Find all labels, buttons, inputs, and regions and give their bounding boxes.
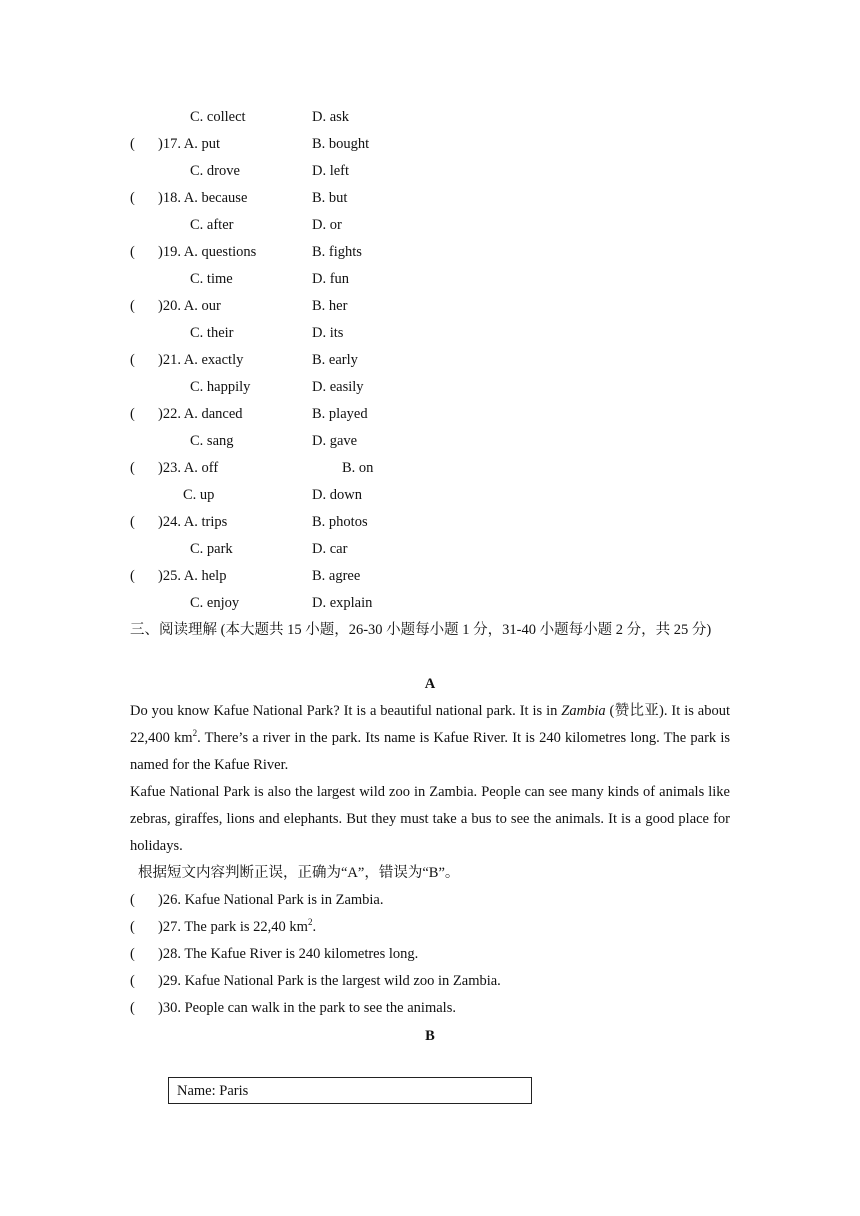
question-text: )27. The park is 22,40 km xyxy=(158,919,308,935)
option-c: C. enjoy xyxy=(190,595,240,611)
question-number-option-a: )22. A. danced xyxy=(158,406,243,422)
section-title: 三、阅读理解 (本大题共 15 小题，26-30 小题每小题 1 分，31-40 小题每小题 2 分，共 25 分) xyxy=(130,622,712,638)
passage-a-paragraph-1 xyxy=(130,698,730,779)
answer-paren[interactable]: ( xyxy=(130,460,135,476)
answer-paren[interactable]: ( xyxy=(130,919,135,935)
passage-heading-b: B xyxy=(425,1028,435,1044)
question-text: )29. Kafue National Park is the largest wild zoo in Zambia. xyxy=(158,973,501,989)
question-number-option-a: )24. A. trips xyxy=(158,514,228,530)
option-d: D. down xyxy=(312,487,362,503)
answer-paren[interactable]: ( xyxy=(130,946,135,962)
answer-paren[interactable]: ( xyxy=(130,136,135,152)
info-box: Name: Paris xyxy=(168,1077,532,1104)
question-number-option-a: )19. A. questions xyxy=(158,244,257,260)
question-number-option-a: )20. A. our xyxy=(158,298,221,314)
question-number-option-a: )18. A. because xyxy=(158,190,248,206)
option-c: C. park xyxy=(190,541,233,557)
answer-paren[interactable]: ( xyxy=(130,1000,135,1016)
option-b: B. but xyxy=(312,190,348,206)
answer-paren[interactable]: ( xyxy=(130,973,135,989)
option-d: D. explain xyxy=(312,595,373,611)
option-b: B. fights xyxy=(312,244,362,260)
option-c: C. their xyxy=(190,325,234,341)
question-number-option-a: )17. A. put xyxy=(158,136,221,152)
paragraph-text: Do you know Kafue National Park? It is a beautiful national park. It is in xyxy=(130,703,562,719)
answer-paren[interactable]: ( xyxy=(130,892,135,908)
answer-paren[interactable]: ( xyxy=(130,514,135,530)
question-text: )26. Kafue National Park is in Zambia. xyxy=(158,892,384,908)
superscript: 2 xyxy=(192,728,198,739)
option-d: D. car xyxy=(312,541,348,557)
option-b: B. on xyxy=(342,460,374,476)
paragraph-text: . There’s a river in the park. Its name is Kafue River. It is 240 kilometres long. The park is named for the Kafue River. xyxy=(130,730,730,773)
option-d: D. its xyxy=(312,325,344,341)
option-b: B. her xyxy=(312,298,348,314)
option-d: D. left xyxy=(312,163,350,179)
question-number-option-a: )23. A. off xyxy=(158,460,219,476)
option-d: D. or xyxy=(312,217,342,233)
option-b: B. early xyxy=(312,352,358,368)
option-b: B. bought xyxy=(312,136,370,152)
option-c: C. up xyxy=(183,487,215,503)
answer-paren[interactable]: ( xyxy=(130,298,135,314)
option-c: C. drove xyxy=(190,163,240,179)
option-c: C. time xyxy=(190,271,233,287)
option-c: C. collect xyxy=(190,109,246,125)
question-number-option-a: )25. A. help xyxy=(158,568,227,584)
question-text: )30. People can walk in the park to see the animals. xyxy=(158,1000,456,1016)
option-b: B. agree xyxy=(312,568,361,584)
paragraph-text: Kafue National Park is also the largest wild zoo in Zambia. People can see many kinds of animals like zebras, giraffes, lions and elephants. But they must take a bus to see the animals. It is a good place for holidays. xyxy=(130,784,730,854)
option-d: D. easily xyxy=(312,379,364,395)
answer-paren[interactable]: ( xyxy=(130,190,135,206)
answer-paren[interactable]: ( xyxy=(130,352,135,368)
paragraph-text: (赞比亚). It is about 22,400 km xyxy=(130,703,730,746)
question-text-wrapper xyxy=(158,914,316,941)
superscript: 2 xyxy=(307,917,313,928)
passage-heading-a: A xyxy=(424,676,436,692)
italic-term: Zambia xyxy=(561,703,606,719)
question-number-option-a: )21. A. exactly xyxy=(158,352,244,368)
option-b: B. played xyxy=(312,406,368,422)
answer-paren[interactable]: ( xyxy=(130,244,135,260)
option-d: D. gave xyxy=(312,433,358,449)
question-text-tail: . xyxy=(312,919,317,935)
answer-paren[interactable]: ( xyxy=(130,406,135,422)
answer-paren[interactable]: ( xyxy=(130,568,135,584)
passage-a-paragraph-2 xyxy=(130,779,730,860)
option-d: D. fun xyxy=(312,271,350,287)
option-c: C. after xyxy=(190,217,234,233)
instruction-text: 根据短文内容判断正误，正确为“A”，错误为“B”。 xyxy=(138,865,460,881)
option-d: D. ask xyxy=(312,109,350,125)
option-c: C. sang xyxy=(190,433,234,449)
option-b: B. photos xyxy=(312,514,368,530)
option-c: C. happily xyxy=(190,379,251,395)
question-text: )28. The Kafue River is 240 kilometres long. xyxy=(158,946,419,962)
